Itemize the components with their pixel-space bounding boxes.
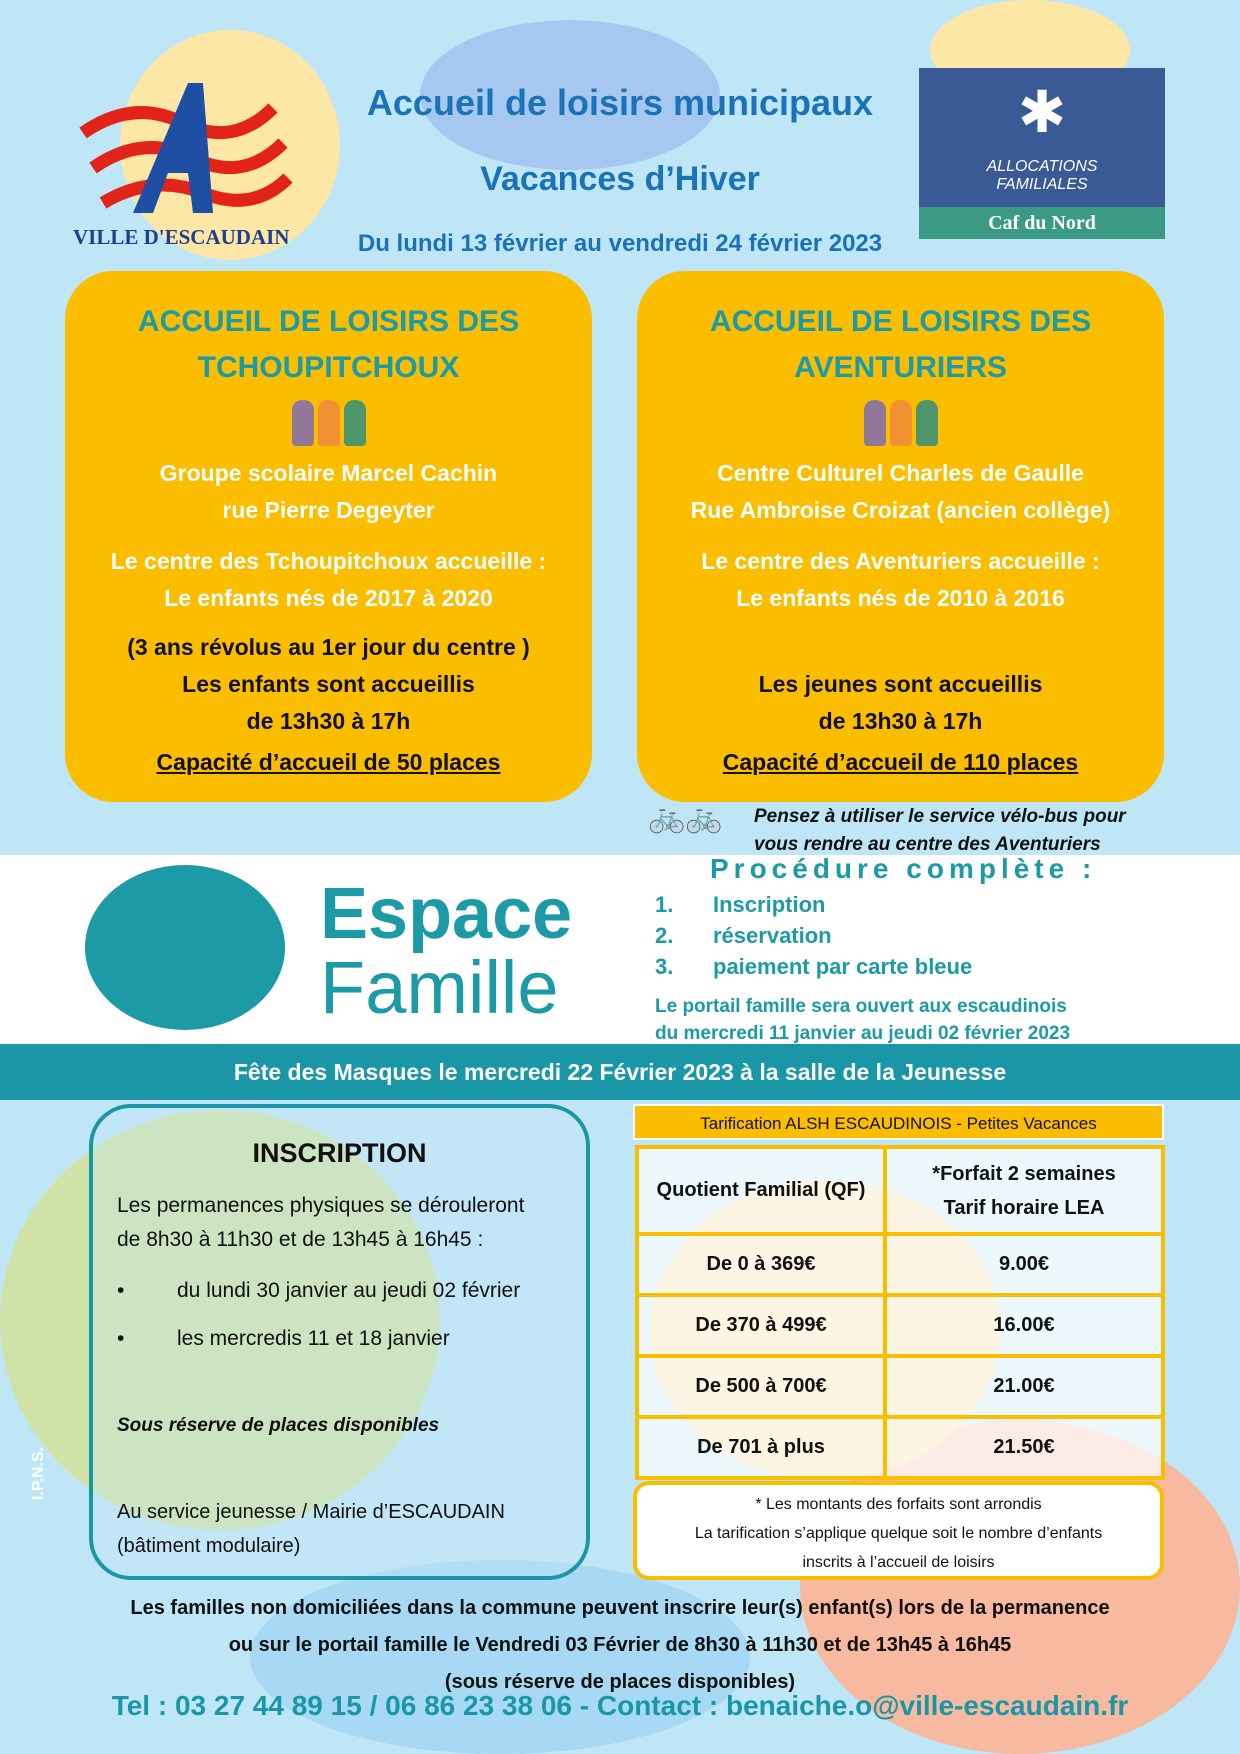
- center-ages: Le centre des Aventuriers accueille :: [701, 548, 1100, 574]
- ipns-label: I.P.N.S.: [30, 1446, 47, 1500]
- inscription-text: Les permanences physiques se dérouleront: [117, 1194, 525, 1217]
- qf-cell: De 0 à 369€: [637, 1234, 885, 1295]
- center-hours: Les jeunes sont accueillis: [758, 671, 1043, 697]
- column-header: *Forfait 2 semaines Tarif horaire LEA: [885, 1147, 1163, 1234]
- inscription-text: de 8h30 à 11h30 et de 13h45 à 16h45 :: [117, 1228, 484, 1251]
- city-emblem-icon: [73, 78, 303, 218]
- inscription-place: (bâtiment modulaire): [117, 1535, 301, 1557]
- date-range: Du lundi 13 février au vendredi 24 février 2023: [357, 230, 883, 257]
- caf-text: ALLOCATIONS: [986, 158, 1098, 175]
- center-hours: de 13h30 à 17h: [818, 708, 983, 734]
- center-address: Centre Culturel Charles de Gaulle: [717, 460, 1084, 486]
- bike-icon: 🚲🚲: [648, 801, 723, 834]
- footer-text: ou sur le portail famille le Vendredi 03 Février de 8h30 à 11h30 et de 13h45 à 16h45: [228, 1634, 1012, 1656]
- logo-text: Espace: [320, 874, 573, 954]
- inscription-place: Au service jeunesse / Mairie d’ESCAUDAIN: [117, 1501, 505, 1523]
- table-row: [637, 1356, 1163, 1417]
- inscription-bullet: • du lundi 30 janvier au jeudi 02 février: [117, 1279, 521, 1302]
- note-text: La tarification s’applique quelque soit le nombre d’enfants: [694, 1525, 1103, 1542]
- children-icon: [65, 391, 592, 455]
- espace-famille-section: [0, 855, 1240, 1044]
- footer-text: (sous réserve de places disponibles): [444, 1671, 796, 1693]
- inscription-title: INSCRIPTION: [252, 1138, 427, 1168]
- table-header: [637, 1147, 1163, 1234]
- center-address: Groupe scolaire Marcel Cachin: [159, 460, 498, 486]
- note-text: * Les montants des forfaits sont arrondis: [755, 1496, 1042, 1513]
- caf-text: Caf du Nord: [919, 207, 1165, 239]
- inscription-bullet: • les mercredis 11 et 18 janvier: [117, 1327, 450, 1350]
- logo-text: Famille: [320, 946, 559, 1029]
- qf-cell: De 370 à 499€: [637, 1295, 885, 1356]
- price-cell: 21.00€: [885, 1356, 1163, 1417]
- price-cell: 21.50€: [885, 1417, 1163, 1478]
- reserve-note: Sous réserve de places disponibles: [117, 1415, 440, 1436]
- table-row: [637, 1417, 1163, 1478]
- qf-cell: De 701 à plus: [637, 1417, 885, 1478]
- price-cell: 16.00€: [885, 1295, 1163, 1356]
- center-title: TCHOUPITCHOUX: [197, 351, 460, 384]
- column-header: Quotient Familial (QF): [637, 1147, 885, 1234]
- portal-text: Le portail famille sera ouvert aux escaudinois: [655, 996, 1067, 1017]
- children-icon: [637, 391, 1164, 455]
- page-title: Accueil de loisirs municipaux: [366, 82, 874, 123]
- caf-logo: [919, 68, 1165, 239]
- velo-bus-text: vous rendre au centre des Aventuriers: [754, 834, 1101, 855]
- espace-famille-logo: [320, 874, 573, 1029]
- table-row: [637, 1234, 1163, 1295]
- caf-people-icon: ✱: [1017, 80, 1067, 145]
- event-banner: Fête des Masques le mercredi 22 Février 2023 à la salle de la Jeunesse: [0, 1044, 1240, 1100]
- center-capacity: Capacité d’accueil de 50 places: [156, 749, 501, 775]
- center-ages: Le enfants nés de 2017 à 2020: [164, 585, 493, 611]
- center-title: ACCUEIL DE LOISIRS DES: [709, 305, 1092, 338]
- procedure-title: Procédure complète :: [710, 853, 1097, 884]
- espace-famille-illustration: [85, 865, 285, 1030]
- inscription-box: [89, 1104, 590, 1580]
- portal-info: [655, 993, 1070, 1047]
- page-subtitle: Vacances d’Hiver: [480, 160, 760, 198]
- center-ages: Le enfants nés de 2010 à 2016: [736, 585, 1065, 611]
- center-hours: de 13h30 à 17h: [246, 708, 411, 734]
- center-age-note: (3 ans révolus au 1er jour du centre ): [127, 634, 530, 660]
- city-logo: [73, 78, 303, 249]
- center-card-tchoupitchoux: [65, 271, 592, 802]
- contact-line[interactable]: Tel : 03 27 44 89 15 / 06 86 23 38 06 - Contact : benaiche.o@ville-escaudain.fr: [111, 1690, 1129, 1721]
- procedure-steps: [655, 889, 972, 982]
- tarif-table: [635, 1145, 1165, 1480]
- price-cell: 9.00€: [885, 1234, 1163, 1295]
- center-address: rue Pierre Degeyter: [222, 497, 435, 523]
- tarif-note: [633, 1481, 1164, 1580]
- center-title: AVENTURIERS: [794, 351, 1007, 384]
- note-text: inscrits à l’accueil de loisirs: [802, 1554, 995, 1571]
- center-capacity: Capacité d’accueil de 110 places: [722, 749, 1079, 775]
- center-address: Rue Ambroise Croizat (ancien collège): [690, 497, 1111, 523]
- footer-info: [0, 1590, 1240, 1701]
- center-ages: Le centre des Tchoupitchoux accueille :: [110, 548, 547, 574]
- procedure-step: 3. paiement par carte bleue: [655, 954, 973, 979]
- velo-bus-text: Pensez à utiliser le service vélo-bus pour: [754, 806, 1126, 827]
- velo-bus-note: [754, 803, 1126, 859]
- footer-text: Les familles non domiciliées dans la commune peuvent inscrire leur(s) enfant(s) lors de la permanence: [130, 1597, 1110, 1619]
- center-title: ACCUEIL DE LOISIRS DES: [137, 305, 520, 338]
- procedure-step: 1. Inscription: [655, 892, 826, 917]
- qf-cell: De 500 à 700€: [637, 1356, 885, 1417]
- center-hours: Les enfants sont accueillis: [182, 671, 475, 697]
- tarif-caption: Tarification ALSH ESCAUDINOIS - Petites Vacances: [633, 1104, 1164, 1140]
- procedure-step: 2. réservation: [655, 923, 832, 948]
- table-row: [637, 1295, 1163, 1356]
- portal-text: du mercredi 11 janvier au jeudi 02 février 2023: [655, 1023, 1071, 1044]
- city-logo-text: VILLE D'ESCAUDAIN: [73, 225, 290, 249]
- caf-text: FAMILIALES: [996, 176, 1088, 193]
- center-card-aventuriers: [637, 271, 1164, 802]
